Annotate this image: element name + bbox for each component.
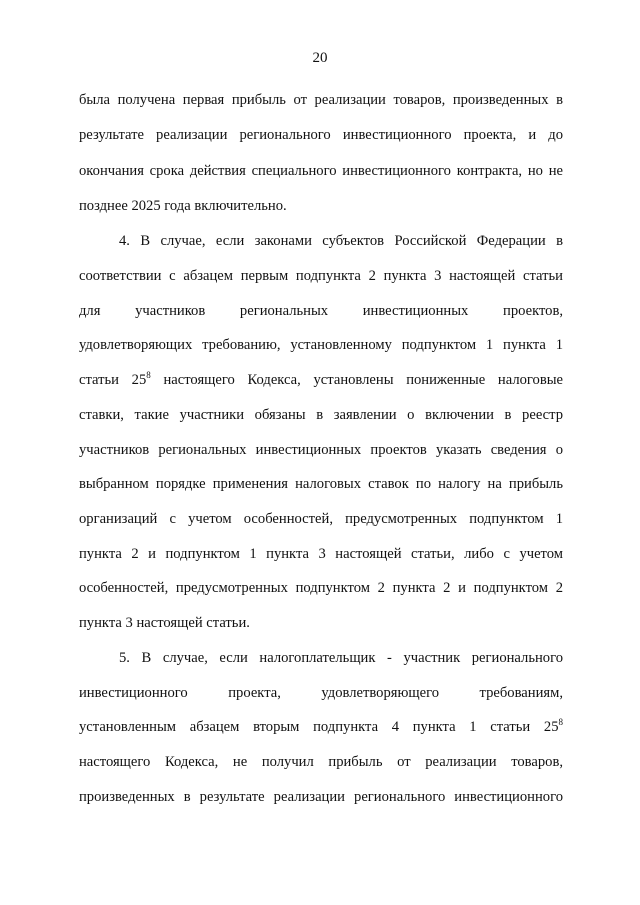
text-line: пункта 2 и подпунктом 1 пункта 3 настоящей статьи, либо с учетом xyxy=(79,546,563,562)
text-fragment: установленным абзацем вторым подпункта 4 пункта 1 статьи 25 xyxy=(79,719,559,735)
text-line: произведенных в результате реализации регионального инвестиционного xyxy=(79,789,563,805)
text-line: была получена первая прибыль от реализации товаров, произведенных в xyxy=(79,92,563,108)
text-line: настоящего Кодекса, не получил прибыль от реализации товаров, xyxy=(79,754,563,770)
text-line: организаций с учетом особенностей, предусмотренных подпунктом 1 xyxy=(79,511,563,527)
text-line: соответствии с абзацем первым подпункта 2 пункта 3 настоящей статьи xyxy=(79,268,563,284)
text-line: особенностей, предусмотренных подпунктом 2 пункта 2 и подпунктом 2 xyxy=(79,580,563,596)
text-line: выбранном порядке применения налоговых ставок по налогу на прибыль xyxy=(79,476,563,492)
text-line: удовлетворяющих требованию, установленному подпунктом 1 пункта 1 xyxy=(79,337,563,353)
superscript: 8 xyxy=(558,717,563,727)
text-line: для участников региональных инвестиционных проектов, xyxy=(79,303,563,319)
text-line: 5. В случае, если налогоплательщик - участник регионального xyxy=(119,650,563,666)
text-line: результате реализации регионального инвестиционного проекта, и до xyxy=(79,127,563,143)
text-line: позднее 2025 года включительно. xyxy=(79,198,287,214)
text-line xyxy=(79,717,563,737)
text-line: пункта 3 настоящей статьи. xyxy=(79,615,250,631)
text-line xyxy=(79,370,563,390)
text-fragment: настоящего Кодекса, установлены пониженные налоговые xyxy=(150,372,563,388)
superscript: 8 xyxy=(146,370,151,380)
text-line: инвестиционного проекта, удовлетворяющего требованиям, xyxy=(79,685,563,701)
text-line: ставки, такие участники обязаны в заявлении о включении в реестр xyxy=(79,407,563,423)
text-line: 4. В случае, если законами субъектов Российской Федерации в xyxy=(119,233,563,249)
text-line: участников региональных инвестиционных проектов указать сведения о xyxy=(79,442,563,458)
text-fragment: статьи 25 xyxy=(79,372,147,388)
page-number: 20 xyxy=(312,50,328,66)
text-line: окончания срока действия специального инвестиционного контракта, но не xyxy=(79,163,563,179)
